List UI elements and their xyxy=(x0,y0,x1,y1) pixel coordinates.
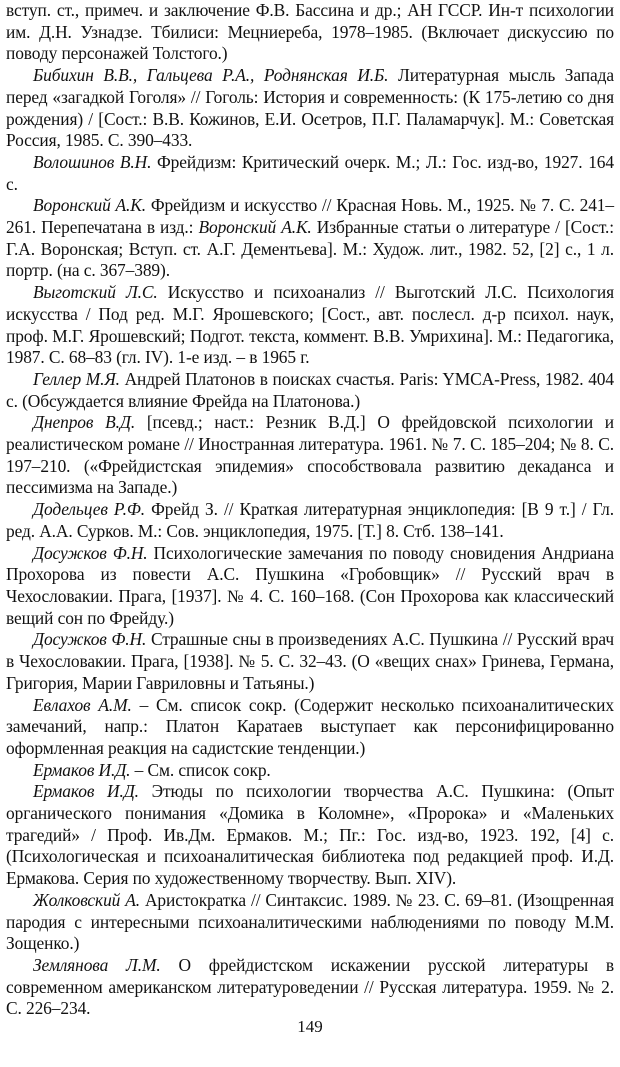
entry-text: Аристократка // Синтаксис. 1989. № 23. С. 69–81. (Изощренная пародия с интересными психоаналитическими наблюдениями по поводу М.М. Зощенко.) xyxy=(6,889,614,954)
bibliography-entry xyxy=(6,543,614,630)
bibliography-entry xyxy=(6,195,614,282)
entry-author: Выготский Л.С. xyxy=(33,282,158,303)
bibliography-list xyxy=(6,0,614,1020)
entry-text-reprint: Избранные статьи о литературе / [Сост.: Г.А. Воронская; Вступ. ст. А.Г. Дементьева]. М.: Худож. лит., 1982. 52, [2] с., 1 л. портр. (на с. 367–389). xyxy=(6,217,614,281)
entry-author: Досужков Ф.Н. xyxy=(33,629,147,650)
bibliography-entry xyxy=(6,369,614,412)
entry-text: – См. список сокр. (Содержит несколько психоаналитических замечаний, напр.: Платон Каратаев выступает как персонифицированно оформленная реакция на садистские тенденции.) xyxy=(6,694,614,758)
entry-text: Фрейд З. // Краткая литературная энциклопедия: [В 9 т.] / Гл. ред. А.А. Сурков. М.: Сов. энциклопедия, 1975. [Т.] 8. Стб. 138–141. xyxy=(6,499,614,541)
entry-author: Землянова Л.М. xyxy=(33,954,161,975)
entry-text: [псевд.; наст.: Резник В.Д.] О фрейдовской психологии и реалистическом романе // Иностранная литература. 1961. № 7. С. 185–204; № 8. С. 197–210. («Фрейдистская эпидемия» способствовала развитию декаданса и пессимизма на Западе.) xyxy=(6,412,614,498)
entry-author: Геллер М.Я. xyxy=(33,368,120,389)
entry-text: Психологические замечания по поводу сновидения Андриана Прохорова из повести А.С. Пушкина «Гробовщик» // Русский врач в Чехословакии. Прага, [1937]. № 4. С. 160–168. (Сон Прохорова как классический вещий сон по Фрейду.) xyxy=(6,542,614,628)
entry-author-reprint: Воронский А.К. xyxy=(198,217,312,238)
entry-text: Андрей Платонов в поисках счастья. Paris: YMCA-Press, 1982. 404 с. (Обсуждается влияние Фрейда на Платонова.) xyxy=(6,368,614,411)
entry-author: Досужков Ф.Н. xyxy=(33,542,148,563)
entry-author: Додельцев Р.Ф. xyxy=(33,499,146,520)
entry-author: Днепров В.Д. xyxy=(33,412,136,433)
entry-text: вступ. ст., примеч. и заключение Ф.В. Бассина и др.; АН ГССР. Ин-т психологии им. Д.Н. Узнадзе. Тбилиси: Мецниереба, 1978–1985. (Включает дискуссию по поводу персонажей Толстого.) xyxy=(6,0,614,64)
entry-author: Воронский А.К. xyxy=(33,195,146,216)
entry-author: Евлахов А.М. xyxy=(33,694,132,715)
bibliography-entry xyxy=(6,412,614,499)
page-number: 149 xyxy=(297,1017,323,1036)
entry-author: Ермаков И.Д. xyxy=(33,759,131,780)
bibliography-entry xyxy=(6,890,614,955)
entry-author: Бибихин В.В., Гальцева Р.А., Роднянская И.Б. xyxy=(33,65,389,86)
bibliography-entry xyxy=(6,499,614,542)
entry-text: – См. список сокр. xyxy=(130,759,271,780)
bibliography-entry xyxy=(6,955,614,1020)
entry-text: О фрейдистском искажении русской литературы в современном американском литературоведении // Русская литература. 1959. № 2. С. 226–234. xyxy=(6,954,614,1019)
entry-text: Страшные сны в произведениях А.С. Пушкина // Русский врач в Чехословакии. Прага, [1938]. № 5. С. 32–43. (О «вещих снах» Гринева, Германа, Григория, Марии Гавриловны и Татьяны.) xyxy=(6,629,614,693)
bibliography-entry xyxy=(6,629,614,694)
entry-text: Искусство и психоанализ // Выготский Л.С. Психология искусства / Под ред. М.Г. Ярошевского; [Сост., авт. послесл. д-р психол. наук, проф. М.Г. Ярошевский; Подгот. текста, коммент. В.В. Умрихина]. М.: Педагогика, 1987. С. 68–83 (гл. IV). 1-е изд. – в 1965 г. xyxy=(6,282,614,368)
entry-author: Ермаков И.Д. xyxy=(33,781,139,802)
entry-author: Жолковский А. xyxy=(33,889,140,910)
entry-author: Волошинов В.Н. xyxy=(33,151,152,172)
bibliography-entry xyxy=(6,0,614,65)
bibliography-entry xyxy=(6,152,614,195)
bibliography-entry xyxy=(6,695,614,760)
bibliography-entry xyxy=(6,781,614,890)
bibliography-entry xyxy=(6,65,614,152)
entry-text: Фрейдизм и искусство // Красная Новь. М., 1925. № 7. С. 241–261. Перепечатана в изд.: xyxy=(6,195,614,238)
entry-text: Литературная мысль Запада перед «загадкой Гоголя» // Гоголь: История и современность: (К 175-летию со дня рождения) / [Сост.: В.В. Кожинов, Е.И. Осетров, П.Г. Паламарчук]. М.: Советская Россия, 1985. С. 390–433. xyxy=(6,65,614,151)
bibliography-entry xyxy=(6,282,614,369)
bibliography-entry xyxy=(6,760,614,782)
entry-text: Этюды по психологии творчества А.С. Пушкина: (Опыт органического понимания «Домика в Коломне», «Пророка» и «Маленьких трагедий» / Проф. Ив.Дм. Ермаков. М.; Пг.: Гос. изд-во, 1923. 192, [4] с. (Психологическая и психоаналитическая библиотека под редакцией проф. И.Д. Ермакова. Серия по художественному творчеству. Вып. XIV). xyxy=(6,781,614,889)
entry-text: Фрейдизм: Критический очерк. М.; Л.: Гос. изд-во, 1927. 164 с. xyxy=(6,151,614,194)
